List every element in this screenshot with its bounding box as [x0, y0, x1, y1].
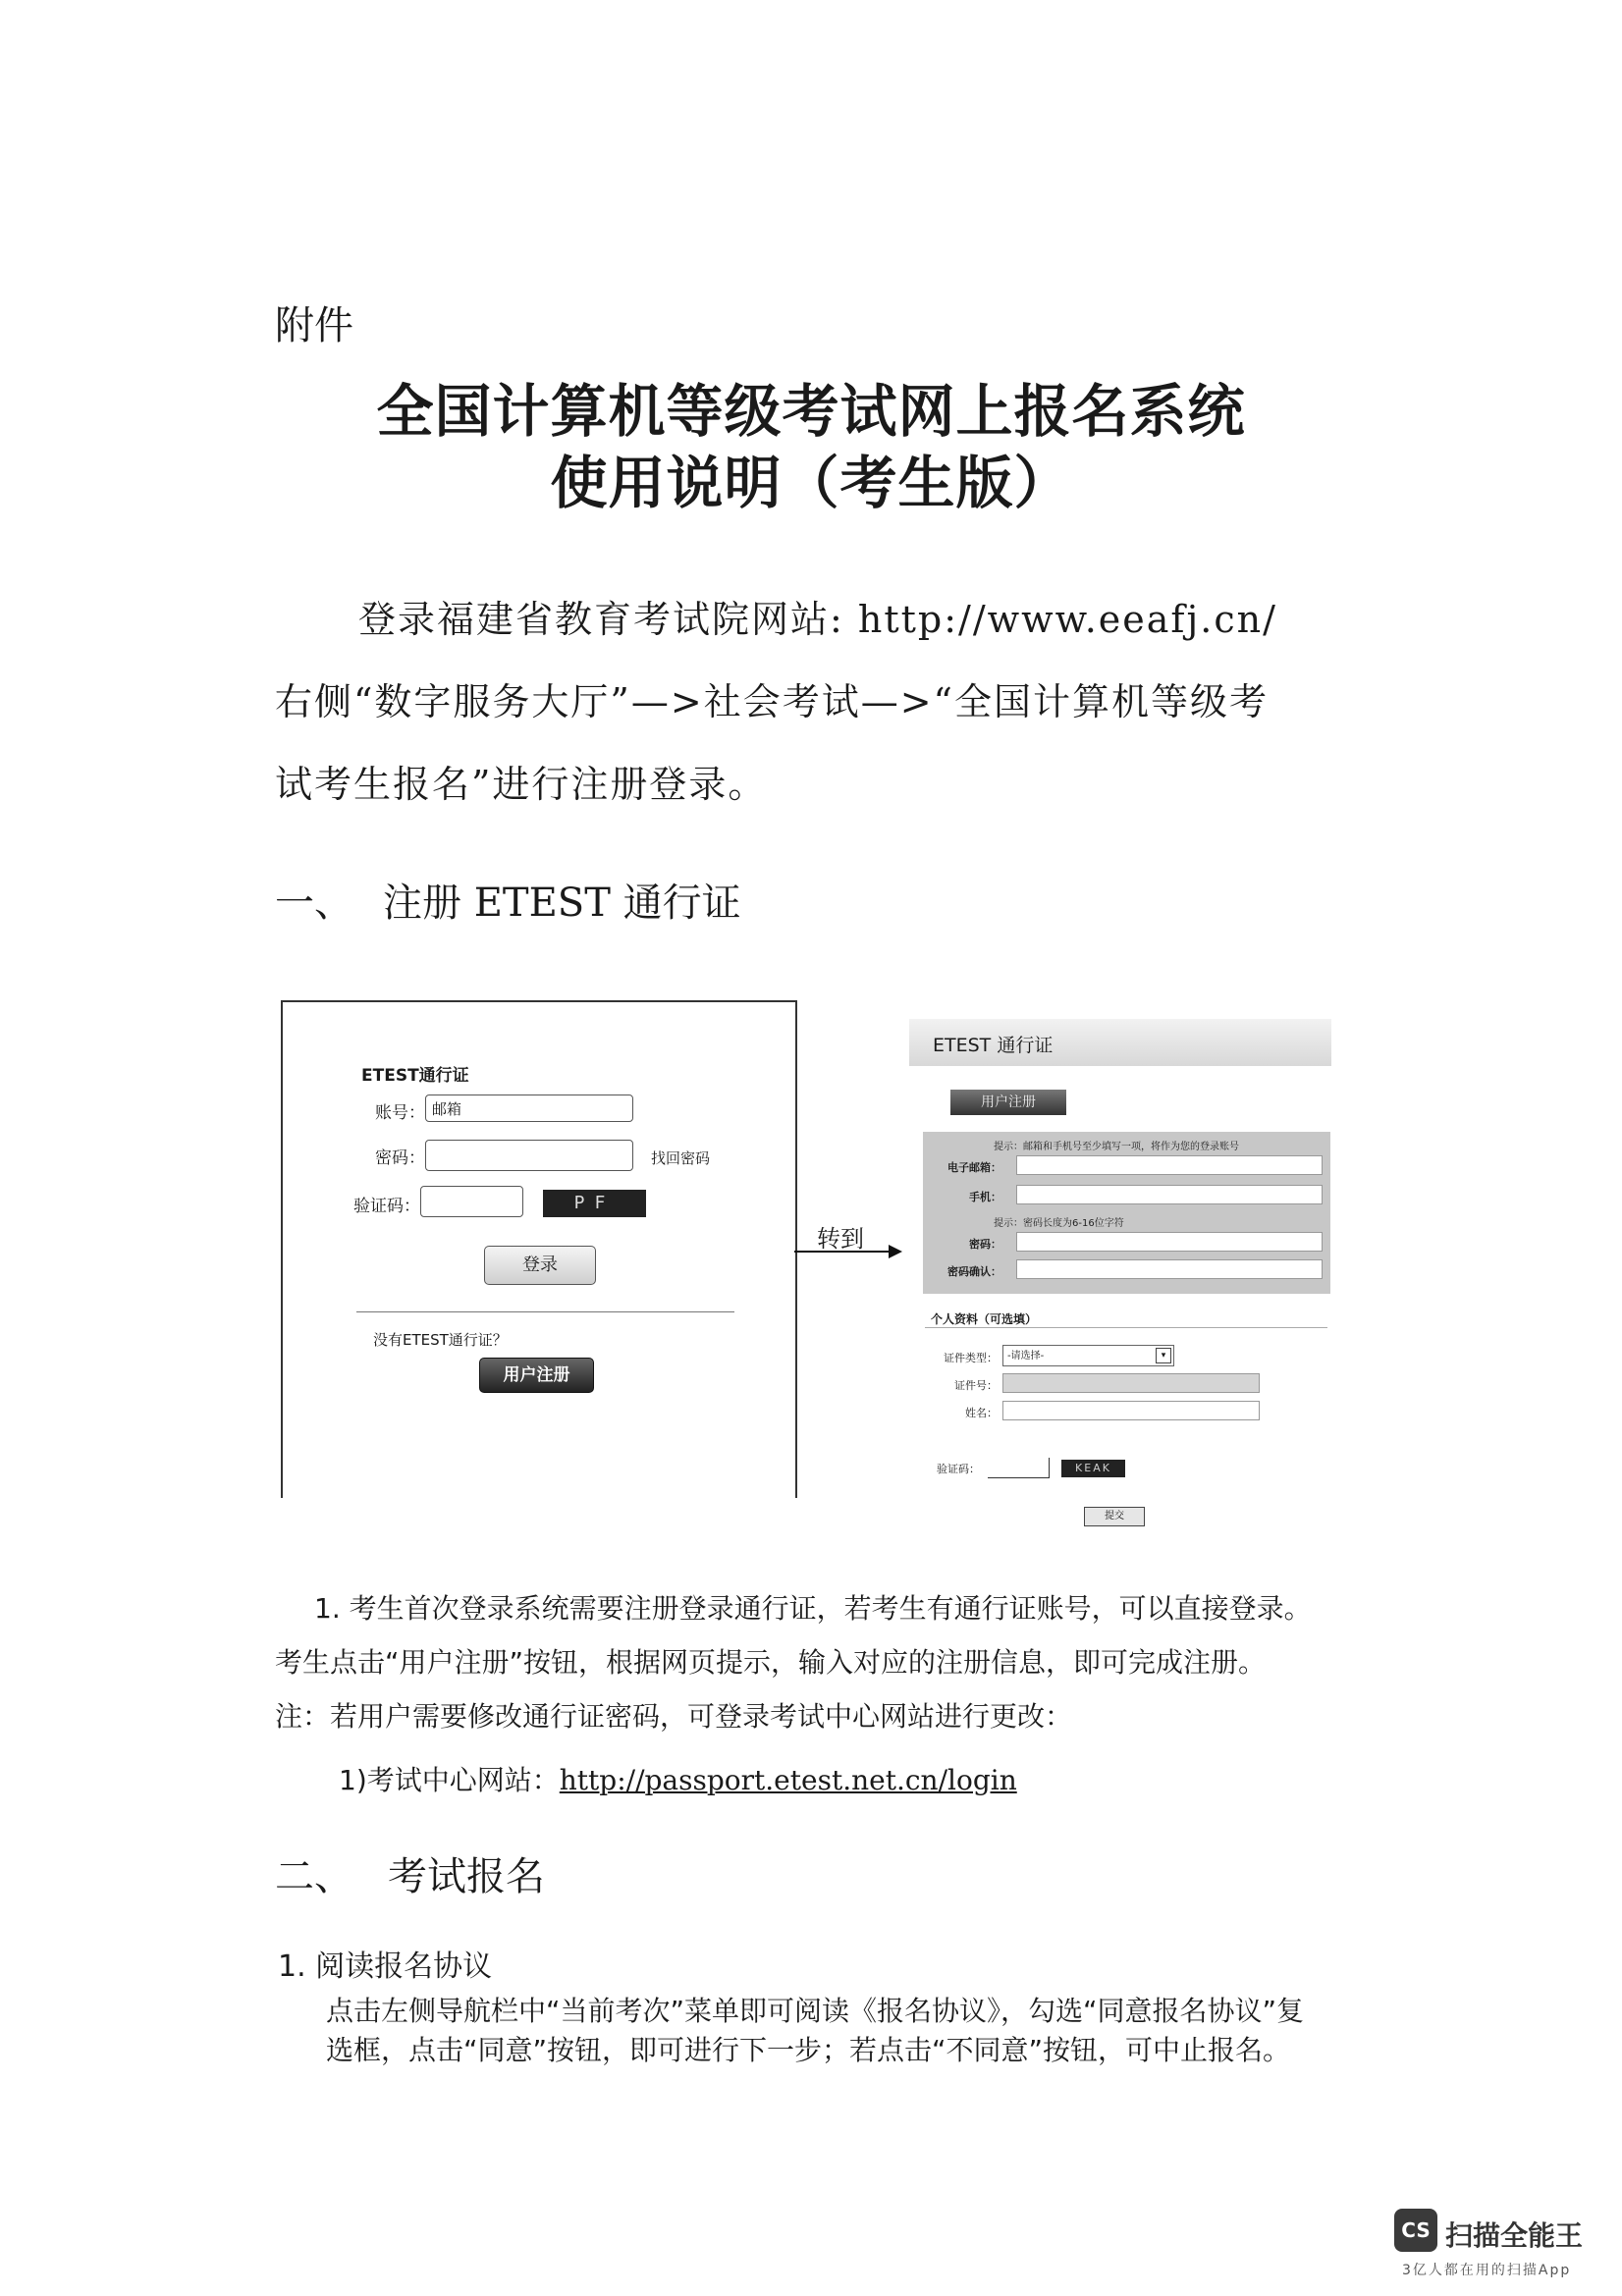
- passport-link[interactable]: http://passport.etest.net.cn/login: [559, 1764, 1017, 1796]
- reg-captcha-input[interactable]: [988, 1458, 1050, 1478]
- register-header: [909, 1019, 1331, 1066]
- step2-line1: 点击左侧导航栏中“当前考次”菜单即可阅读《报名协议》，勾选“同意报名协议”复: [326, 1995, 1305, 2027]
- captcha-label: 验证码：: [353, 1197, 420, 1216]
- personal-section-title: 个人资料（可选填）: [931, 1312, 1038, 1326]
- personal-divider: [925, 1327, 1327, 1328]
- name-label: 姓名：: [965, 1407, 998, 1419]
- account-label: 账号：: [375, 1103, 425, 1123]
- scanner-brand: 扫描全能王: [1445, 2219, 1584, 2252]
- idtype-label: 证件类型：: [944, 1352, 998, 1364]
- section1-title: 注册 ETEST 通行证: [383, 881, 741, 926]
- cs-logo: CS: [1394, 2209, 1437, 2252]
- phone-label: 手机：: [969, 1191, 1001, 1203]
- login-screenshot: [281, 1000, 797, 1498]
- register-hint1: 提示：邮箱和手机号至少填写一项，将作为您的登录账号: [994, 1142, 1239, 1152]
- idtype-value: -请选择-: [1007, 1351, 1045, 1362]
- document-title-line1: 全国计算机等级考试网上报名系统: [376, 378, 1246, 445]
- section2-number: 二、: [275, 1854, 353, 1899]
- register-screenshot: [909, 996, 1341, 1546]
- forgot-password-link[interactable]: 找回密码: [651, 1149, 711, 1167]
- arrow-right-icon: [794, 1242, 902, 1261]
- site-prefix: 1)考试中心网站：: [339, 1764, 560, 1796]
- login-divider: [356, 1311, 734, 1312]
- register-tab[interactable]: 用户注册: [950, 1090, 1066, 1115]
- password-label: 密码：: [375, 1148, 425, 1168]
- goto-label: 转到: [817, 1225, 864, 1253]
- no-pass-text: 没有ETEST通行证？: [373, 1331, 508, 1349]
- idnum-field[interactable]: [1002, 1373, 1260, 1393]
- user-register-button[interactable]: 用户注册: [479, 1358, 594, 1393]
- login-button[interactable]: 登录: [484, 1246, 596, 1285]
- attachment-label: 附件: [275, 303, 353, 348]
- idtype-select[interactable]: [1002, 1345, 1174, 1366]
- name-field[interactable]: [1002, 1401, 1260, 1420]
- captcha-input[interactable]: [420, 1186, 523, 1217]
- reg-password-label: 密码：: [969, 1238, 1001, 1251]
- register-header-title: ETEST 通行证: [933, 1035, 1054, 1056]
- scanner-watermark: [1394, 2209, 1600, 2277]
- step1-line1: 1. 考生首次登录系统需要注册登录通行证，若考生有通行证账号，可以直接登录。: [314, 1592, 1312, 1625]
- password-input[interactable]: [425, 1140, 633, 1171]
- intro-line1: 登录福建省教育考试院网站: http://www.eeafj.cn/: [358, 598, 1277, 641]
- phone-field[interactable]: [1016, 1185, 1323, 1204]
- register-hint2: 提示：密码长度为6-16位字符: [994, 1218, 1124, 1229]
- reg-captcha-image: KEAK: [1061, 1460, 1125, 1477]
- step2-title: 1. 阅读报名协议: [278, 1949, 493, 1984]
- register-panel: [923, 1132, 1330, 1294]
- confirm-password-field[interactable]: [1016, 1259, 1323, 1279]
- section2-title: 考试报名: [388, 1854, 545, 1899]
- document-title-line2: 使用说明（考生版）: [550, 450, 1072, 516]
- email-field[interactable]: [1016, 1155, 1323, 1175]
- step2-line2: 选框，点击“同意”按钮，即可进行下一步；若点击“不同意”按钮，可中止报名。: [326, 2034, 1291, 2066]
- email-label: 电子邮箱：: [947, 1161, 1001, 1174]
- section1-number: 一、: [275, 881, 353, 926]
- scanner-tagline: 3亿人都在用的扫描App: [1402, 2263, 1572, 2278]
- idnum-label: 证件号：: [954, 1379, 998, 1392]
- step1-note: 注：若用户需要修改通行证密码，可登录考试中心网站进行更改：: [275, 1700, 1073, 1733]
- reg-captcha-label: 验证码：: [937, 1463, 980, 1475]
- intro-line2: 右侧“数字服务大厅”—>社会考试—>“全国计算机等级考: [275, 680, 1269, 723]
- captcha-image: PF: [543, 1190, 646, 1217]
- login-title: ETEST通行证: [361, 1066, 469, 1086]
- screenshot-figure: [281, 996, 1341, 1546]
- confirm-password-label: 密码确认：: [947, 1265, 1001, 1278]
- step1-line2: 考生点击“用户注册”按钮，根据网页提示，输入对应的注册信息，即可完成注册。: [275, 1646, 1267, 1679]
- intro-line3: 试考生报名”进行注册登录。: [275, 763, 768, 806]
- dropdown-arrow-icon: ▾: [1156, 1348, 1171, 1363]
- account-input[interactable]: 邮箱: [425, 1095, 633, 1122]
- reg-password-field[interactable]: [1016, 1232, 1323, 1252]
- submit-button[interactable]: 提交: [1084, 1507, 1145, 1526]
